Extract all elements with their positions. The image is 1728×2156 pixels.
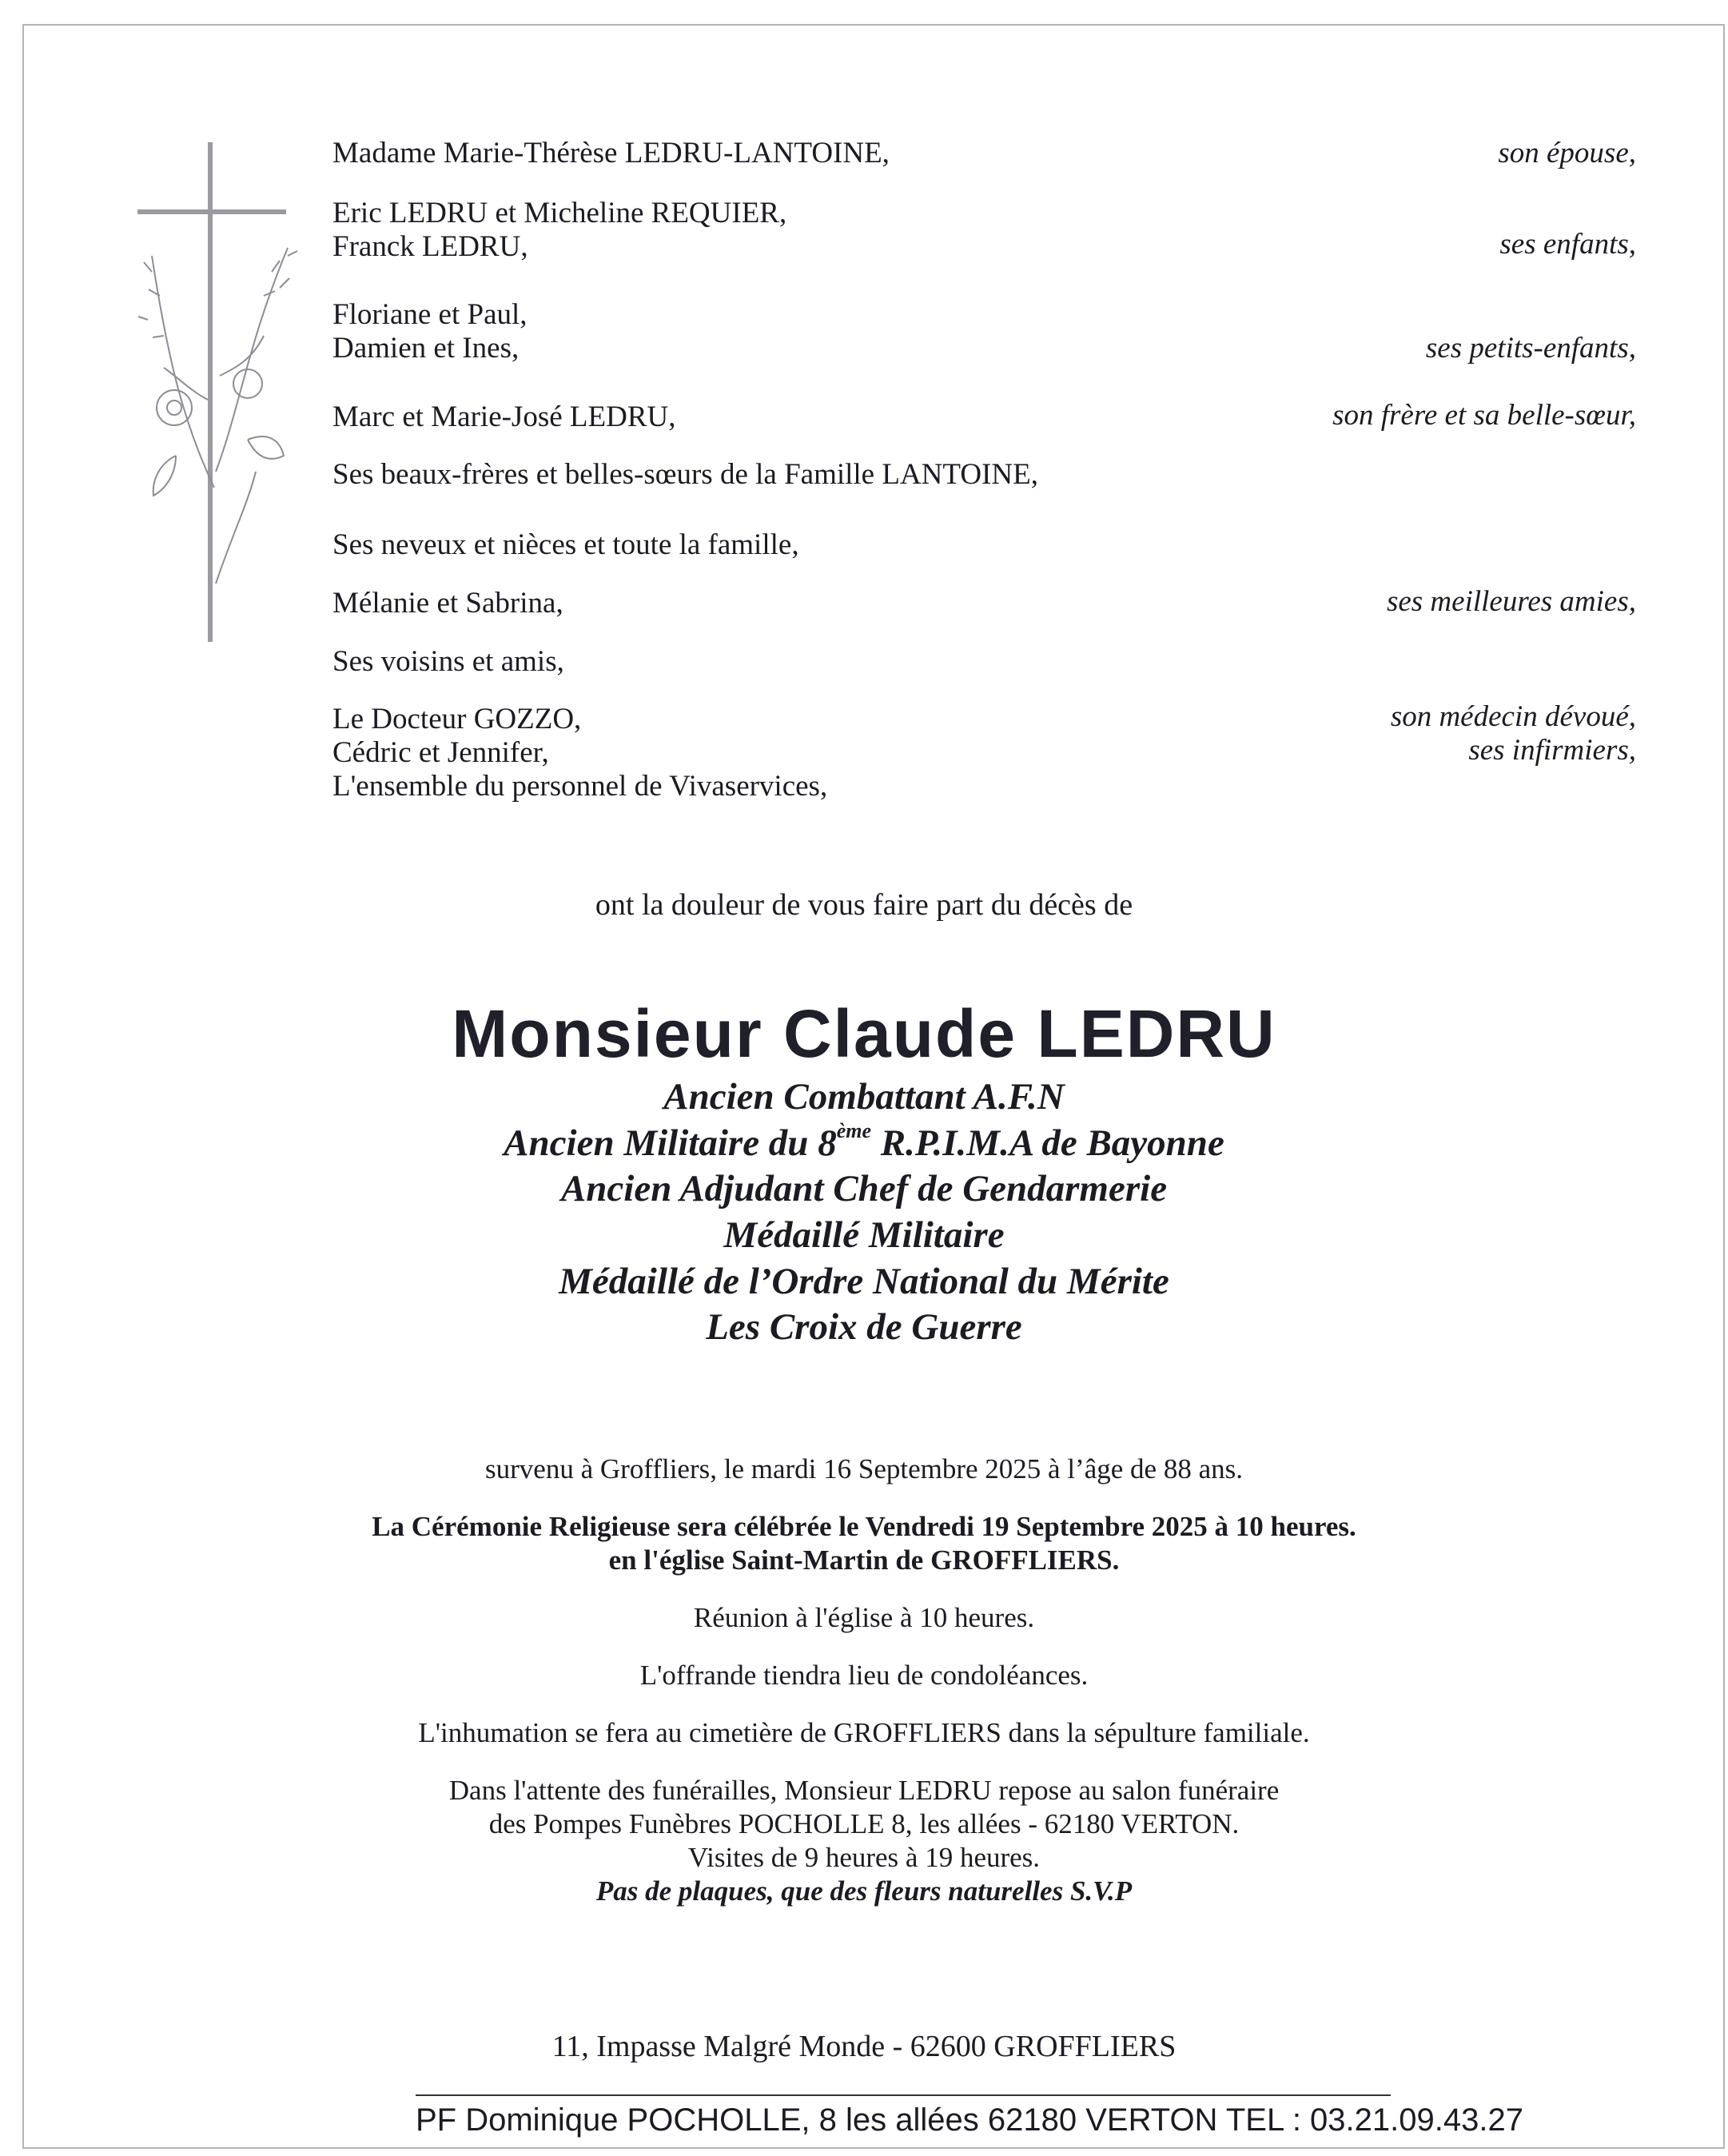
intro-text: ont la douleur de vous faire part du décès de: [595, 888, 1133, 922]
relation-label: son épouse,: [1498, 137, 1636, 169]
relation-label: son médecin dévoué,: [1390, 700, 1636, 733]
deceased-name: Monsieur Claude LEDRU: [452, 996, 1276, 1071]
address-text: 11, Impasse Malgré Monde - 62600 GROFFLIERS: [551, 2030, 1177, 2063]
title-line: Ancien Adjudant Chef de Gendarmerie: [560, 1168, 1168, 1210]
title-line: Ancien Combattant A.F.N: [663, 1076, 1065, 1118]
relation-label: son frère et sa belle-sœur,: [1332, 399, 1636, 432]
title-superscript: ème: [836, 1119, 872, 1142]
family-line: Marc et Marie-José LEDRU,: [332, 401, 676, 433]
flowers-note: Pas de plaques, que des fleurs naturelles S.V.P: [595, 1875, 1133, 1907]
cross-flower-icon: [128, 136, 320, 648]
relation-label: ses infirmiers,: [1468, 734, 1636, 767]
family-line: Damien et Ines,: [332, 332, 520, 365]
family-line: L'ensemble du personnel de Vivaservices,: [332, 770, 828, 803]
ceremony-line: La Cérémonie Religieuse sera célébrée le Vendredi 19 Septembre 2025 à 10 heures.: [372, 1511, 1356, 1542]
rest-text: des Pompes Funèbres POCHOLLE 8, les allées - 62180 VERTON.: [488, 1808, 1240, 1839]
title-text: Ancien Militaire du 8: [504, 1122, 837, 1164]
family-line: Ses voisins et amis,: [332, 645, 564, 678]
relation-label: ses petits-enfants,: [1425, 332, 1636, 365]
title-line: Médaillé Militaire: [723, 1214, 1005, 1256]
offering-text: L'offrande tiendra lieu de condoléances.: [639, 1660, 1089, 1691]
relation-label: ses meilleures amies,: [1386, 585, 1636, 618]
title-line: [0, 1119, 1728, 1165]
family-line: Floriane et Paul,: [332, 298, 528, 331]
family-line: Le Docteur GOZZO,: [332, 703, 582, 735]
relation-label: ses enfants,: [1499, 228, 1636, 261]
family-line: Madame Marie-Thérèse LEDRU-LANTOINE,: [332, 137, 890, 169]
family-line: Mélanie et Sabrina,: [332, 587, 563, 620]
family-line: Franck LEDRU,: [332, 230, 528, 263]
title-line: Les Croix de Guerre: [706, 1306, 1022, 1348]
title-text: R.P.I.M.A de Bayonne: [871, 1122, 1224, 1164]
burial-text: L'inhumation se fera au cimetière de GROFFLIERS dans la sépulture familiale.: [418, 1717, 1310, 1748]
family-line: Cédric et Jennifer,: [332, 736, 549, 769]
family-line: Eric LEDRU et Micheline REQUIER,: [332, 197, 787, 229]
visits-text: Visites de 9 heures à 19 heures.: [687, 1842, 1041, 1873]
rest-text: Dans l'attente des funérailles, Monsieur LEDRU repose au salon funéraire: [448, 1775, 1280, 1806]
ceremony-line: en l'église Saint-Martin de GROFFLIERS.: [608, 1544, 1120, 1576]
title-line: Médaillé de l’Ordre National du Mérite: [559, 1261, 1169, 1302]
funeral-home-footer: PF Dominique POCHOLLE, 8 les allées 62180 VERTON TEL : 03.21.09.43.27: [416, 2094, 1391, 2138]
meeting-text: Réunion à l'église à 10 heures.: [693, 1602, 1035, 1633]
family-line: Ses neveux et nièces et toute la famille,: [332, 528, 799, 561]
death-details: survenu à Groffliers, le mardi 16 Septembre 2025 à l’âge de 88 ans.: [485, 1453, 1243, 1484]
family-line: Ses beaux-frères et belles-sœurs de la Famille LANTOINE,: [332, 458, 1038, 491]
